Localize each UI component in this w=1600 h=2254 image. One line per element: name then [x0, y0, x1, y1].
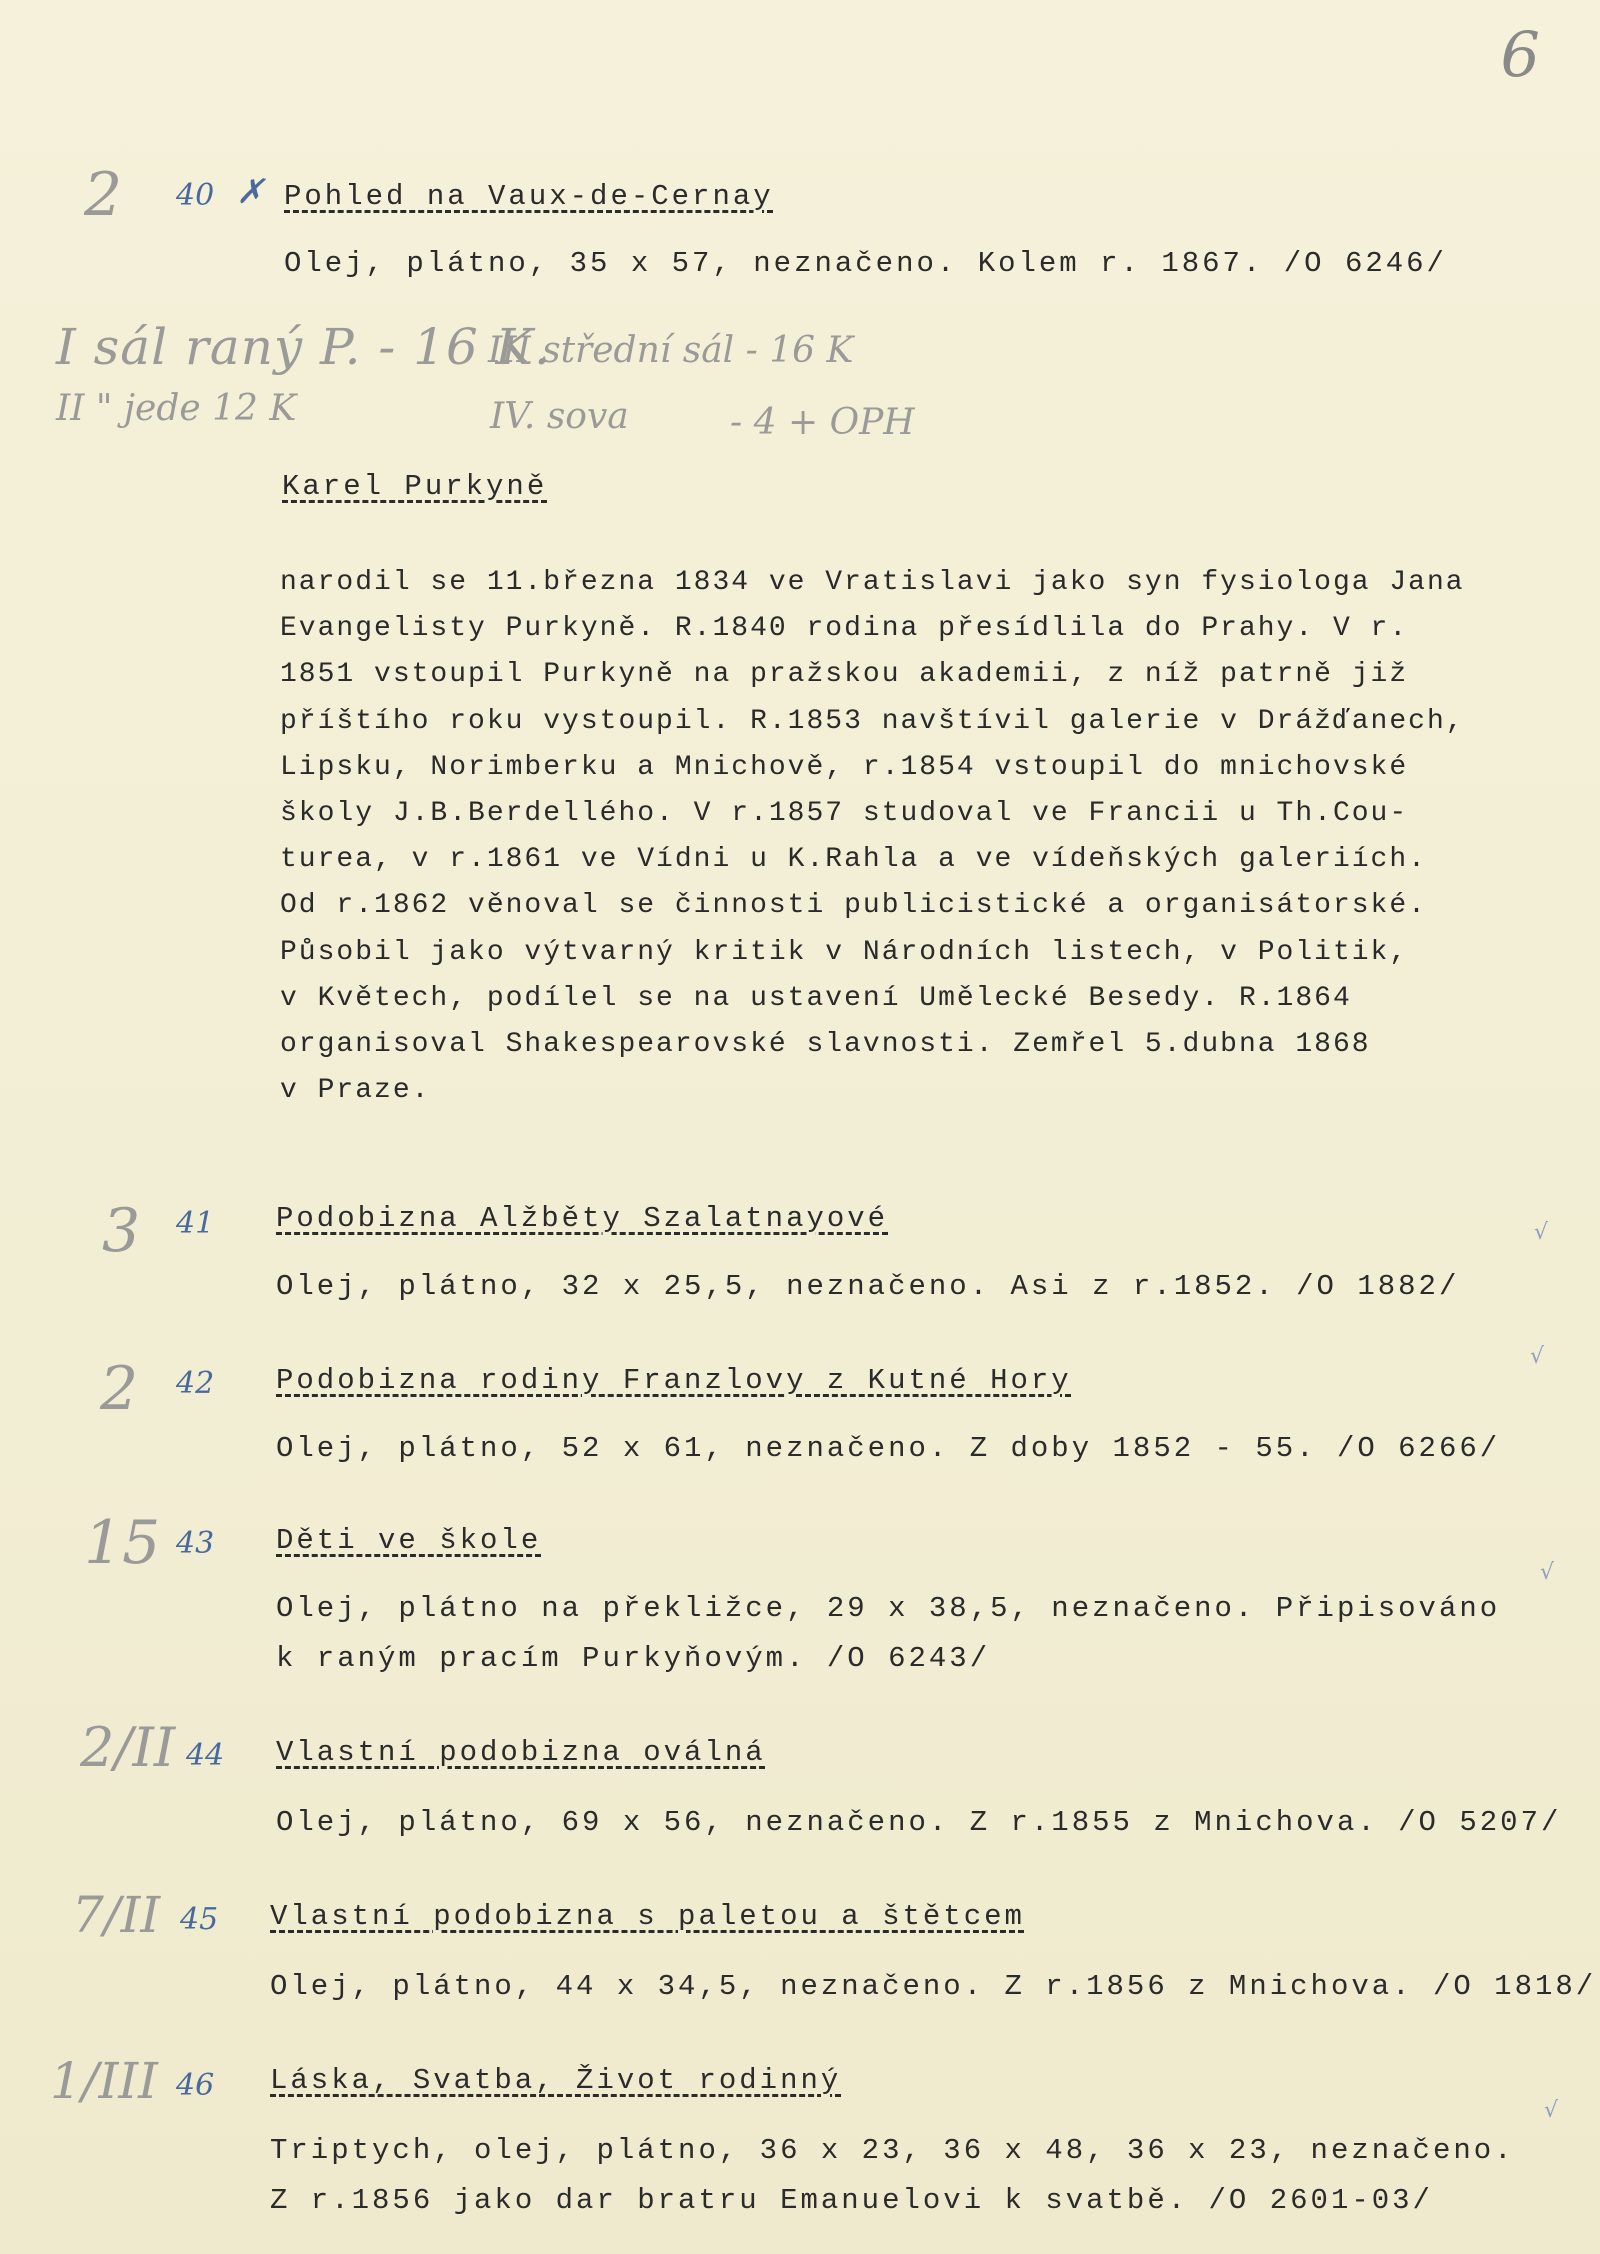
bio-line: Působil jako výtvarný kritik v Národních listech, v Politik, [280, 936, 1409, 968]
margin-tick-icon: √ [1530, 1344, 1545, 1369]
bio-line: školy J.B.Berdellého. V r.1857 studoval ve Francii u Th.Cou- [280, 798, 1409, 830]
entry-details: Olej, plátno na překližce, 29 x 38,5, neznačeno. Připisováno [276, 1592, 1501, 1625]
entry-details: Olej, plátno, 52 x 61, neznačeno. Z doby 1852 - 55. /O 6266/ [276, 1432, 1501, 1465]
artist-name: Karel Purkyně [282, 470, 548, 503]
pencil-annotation: I sál raný P. - 16 K. [56, 318, 551, 376]
catalog-number: 45 [180, 1902, 219, 1937]
entry-details: Triptych, olej, plátno, 36 x 23, 36 x 48, 36 x 23, neznačeno. [270, 2134, 1515, 2167]
catalog-number: 43 [176, 1526, 215, 1561]
pencil-annotation: IV. sova [490, 396, 629, 437]
catalog-number: 40 [176, 178, 215, 213]
bio-line: Lipsku, Norimberku a Mnichově, r.1854 vstoupil do mnichovské [280, 751, 1409, 783]
bio-line: Od r.1862 věnoval se činnosti publicistické a organisátorské. [280, 890, 1427, 922]
catalog-number: 42 [176, 1366, 215, 1401]
entry-title: Láska, Svatba, Život rodinný [270, 2064, 842, 2097]
entry-title: Podobizna Alžběty Szalatnayové [276, 1202, 889, 1235]
entry-details: Olej, plátno, 69 x 56, neznačeno. Z r.1855 z Mnichova. /O 5207/ [276, 1806, 1562, 1839]
count-annotation: 1/III [50, 2052, 158, 2110]
artist-biography [280, 560, 1570, 1114]
catalog-number: 44 [186, 1738, 225, 1773]
entry-title: Vlastní podobizna s paletou a štětcem [270, 1900, 1025, 1933]
page-number: 6 [1500, 18, 1540, 91]
entry-details: Olej, plátno, 32 x 25,5, neznačeno. Asi z r.1852. /O 1882/ [276, 1270, 1460, 1303]
bio-line: Evangelisty Purkyně. R.1840 rodina přesídlila do Prahy. V r. [280, 613, 1409, 645]
entry-details: Olej, plátno, 35 x 57, neznačeno. Kolem r. 1867. /O 6246/ [284, 247, 1447, 280]
count-annotation: 2 [84, 160, 123, 230]
entry-title: Podobizna rodiny Franzlovy z Kutné Hory [276, 1364, 1072, 1397]
bio-line: 1851 vstoupil Purkyně na pražskou akademii, z níž patrně již [280, 659, 1409, 691]
count-annotation: 15 [84, 1508, 161, 1578]
bio-line: organisoval Shakespearovské slavnosti. Zemřel 5.dubna 1868 [280, 1029, 1371, 1061]
bio-line: příštího roku vystoupil. R.1853 navštívil galerie v Drážďanech, [280, 705, 1465, 737]
margin-tick-icon: √ [1544, 2098, 1559, 2123]
count-annotation: 7/II [72, 1886, 161, 1944]
catalog-number: 41 [176, 1206, 215, 1241]
catalog-number: 46 [176, 2068, 215, 2103]
entry-title: Vlastní podobizna oválná [276, 1736, 766, 1769]
entry-details: k raným pracím Purkyňovým. /O 6243/ [276, 1642, 991, 1675]
pencil-annotation: II " jede 12 K [56, 388, 297, 429]
bio-line: v Praze. [280, 1075, 431, 1107]
count-annotation: 2 [100, 1354, 139, 1424]
count-annotation: 2/II [80, 1716, 176, 1779]
bio-line: v Květech, podílel se na ustavení Umělecké Besedy. R.1864 [280, 982, 1352, 1014]
count-annotation: 3 [102, 1196, 141, 1266]
entry-details: Z r.1856 jako dar bratru Emanuelovi k svatbě. /O 2601-03/ [270, 2184, 1433, 2217]
entry-details: Olej, plátno, 44 x 34,5, neznačeno. Z r.1856 z Mnichova. /O 1818/ [270, 1970, 1597, 2003]
entry-title: Pohled na Vaux-de-Cernay [284, 180, 774, 213]
bio-line: narodil se 11.března 1834 ve Vratislavi jako syn fysiologa Jana [280, 567, 1465, 598]
margin-tick-icon: √ [1540, 1560, 1555, 1585]
entry-title: Děti ve škole [276, 1524, 542, 1557]
pencil-annotation: - 4 + OPH [730, 402, 915, 443]
margin-tick-icon: √ [1534, 1220, 1549, 1245]
check-mark-icon: ✗ [236, 172, 265, 212]
bio-line: turea, v r.1861 ve Vídni u K.Rahla a ve vídeňských galeriích. [280, 844, 1427, 876]
pencil-annotation: III střední sál - 16 K [488, 330, 854, 371]
